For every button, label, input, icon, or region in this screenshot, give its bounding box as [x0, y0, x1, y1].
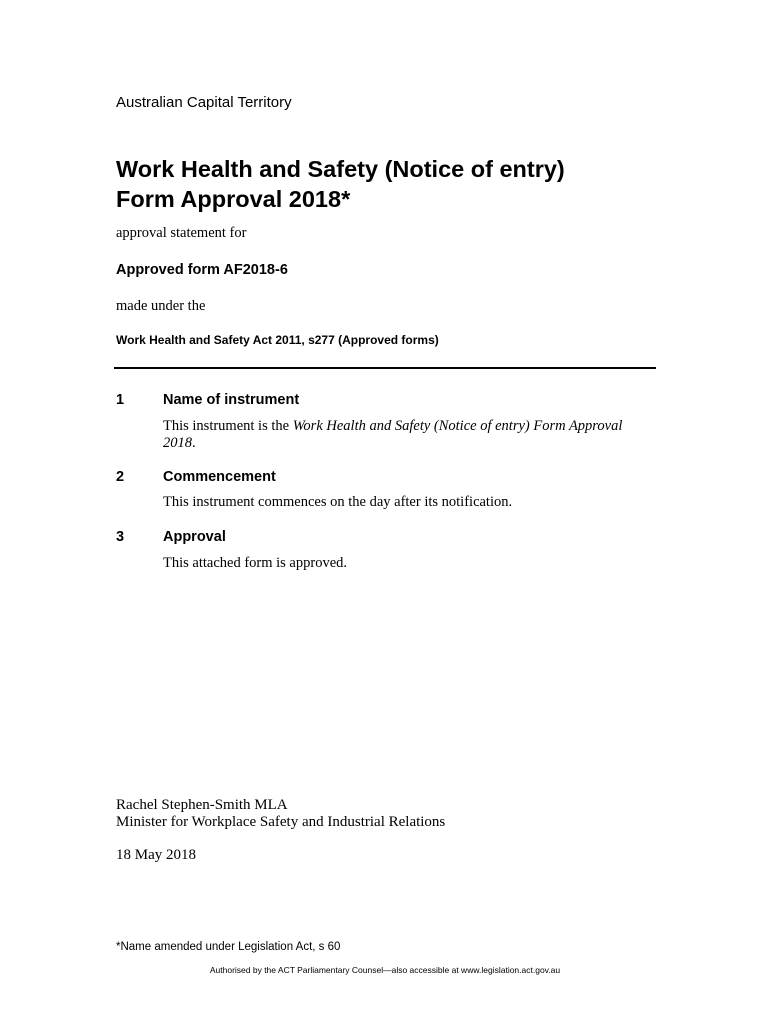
section-3-heading: Approval	[163, 529, 226, 545]
section-1-body-prefix: This instrument is the	[163, 418, 293, 434]
section-3-body: This attached form is approved.	[163, 555, 348, 571]
section-2-number: 2	[116, 469, 125, 485]
title-line-1: Work Health and Safety (Notice of entry)	[116, 156, 565, 182]
signatory-name: Rachel Stephen-Smith MLA	[116, 797, 288, 813]
signature-date: 18 May 2018	[116, 847, 196, 863]
document-title	[116, 154, 676, 214]
page-footer: Authorised by the ACT Parliamentary Counsel—also accessible at www.legislation.act.gov.au	[209, 965, 561, 975]
instrument-name-italic: Work Health and Safety (Notice of entry) Form Approval 2018	[163, 418, 623, 451]
section-3-number: 3	[116, 529, 125, 545]
section-1-body-suffix: .	[192, 435, 196, 451]
made-under-text: made under the	[116, 298, 206, 314]
title-footnote: *Name amended under Legislation Act, s 60	[116, 941, 341, 953]
title-line-2: Form Approval 2018*	[116, 186, 351, 212]
section-1-heading: Name of instrument	[163, 392, 300, 408]
section-1-body	[163, 418, 633, 452]
section-2-body: This instrument commences on the day after its notification.	[163, 494, 513, 510]
heading-divider	[114, 367, 656, 369]
section-1-number: 1	[116, 392, 125, 408]
approval-intro-text: approval statement for	[116, 225, 247, 241]
section-2-heading: Commencement	[163, 469, 276, 485]
jurisdiction-label: Australian Capital Territory	[116, 94, 292, 111]
act-reference: Work Health and Safety Act 2011, s277 (Approved forms)	[116, 333, 439, 347]
approved-form-name: Approved form AF2018-6	[116, 262, 288, 278]
signatory-role: Minister for Workplace Safety and Industrial Relations	[116, 814, 446, 830]
